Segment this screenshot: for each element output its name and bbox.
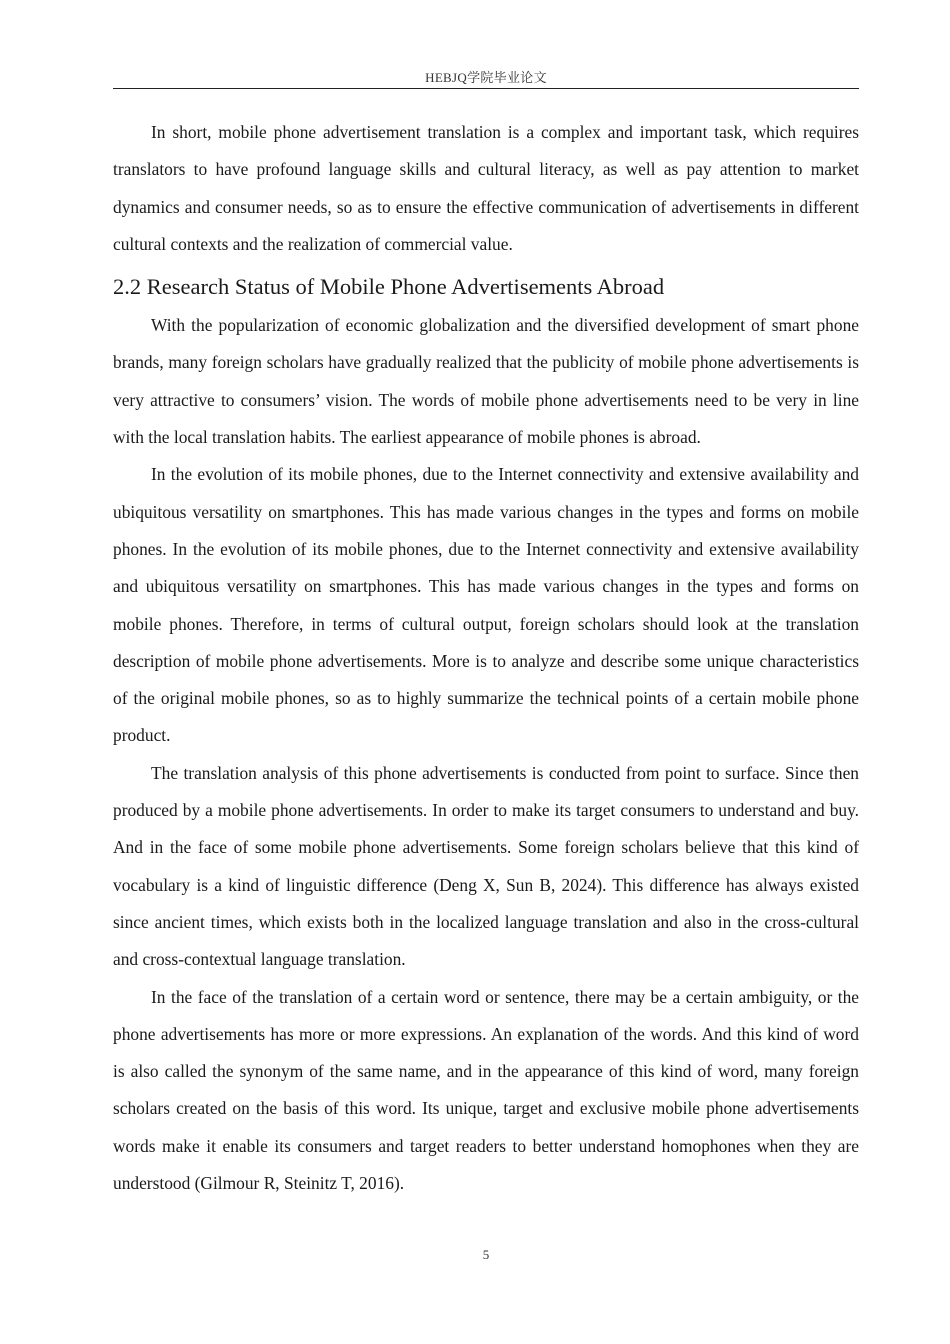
body-paragraph-4: In the face of the translation of a certain word or sentence, there may be a certain ambiguity, or the phone advertisements has more or more expressions. An explanation of the words. And this kind of word is also called the synonym of the same name, and in the appearance of this kind of word, many foreign scholars created on the basis of this word. Its unique, target and exclusive mobile phone advertisements words make it enable its consumers and target readers to better understand homophones when they are understood (Gilmour R, Steinitz T, 2016). — [113, 986, 859, 1194]
page-header: HEBJQ学院毕业论文 — [425, 70, 547, 85]
body-paragraph-1: With the popularization of economic globalization and the diversified development of smart phone brands, many foreign scholars have gradually realized that the publicity of mobile phone advertisements is very attractive to consumers’ vision. The words of mobile phone advertisements need to be very in line with the local translation habits. The earliest appearance of mobile phones is abroad. — [113, 315, 859, 448]
intro-paragraph: In short, mobile phone advertisement translation is a complex and important task, which requires translators to have profound language skills and cultural literacy, as well as pay attention to market dynamics and consumer needs, so as to ensure the effective communication of advertisements in different cultural contexts and the realization of commercial value. — [113, 122, 859, 254]
page-number: 5 — [482, 1247, 490, 1262]
header-divider — [113, 88, 859, 89]
body-paragraph-3: The translation analysis of this phone advertisements is conducted from point to surface. Since then produced by a mobile phone advertisements. In order to make its target consumers to understand and buy. And in the face of some mobile phone advertisements. Some foreign scholars believe that this kind of vocabulary is a kind of linguistic difference (Deng X, Sun B, 2024). This difference has always existed since ancient times, which exists both in the localized language translation and also in the cross-cultural and cross-contextual language translation. — [113, 762, 859, 970]
body-paragraph-2: In the evolution of its mobile phones, due to the Internet connectivity and extensive availability and ubiquitous versatility on smartphones. This has made various changes in the types and forms on mobile phones. In the evolution of its mobile phones, due to the Internet connectivity and extensive availability and ubiquitous versatility on smartphones. This has made various changes in the types and forms on mobile phones. Therefore, in terms of cultural output, foreign scholars should look at the translation description of mobile phone advertisements. More is to analyze and describe some unique characteristics of the original mobile phones, so as to highly summarize the technical points of a certain mobile phone product. — [113, 464, 859, 746]
section-heading: 2.2 Research Status of Mobile Phone Advertisements Abroad — [113, 274, 665, 300]
document-body — [113, 114, 859, 1202]
